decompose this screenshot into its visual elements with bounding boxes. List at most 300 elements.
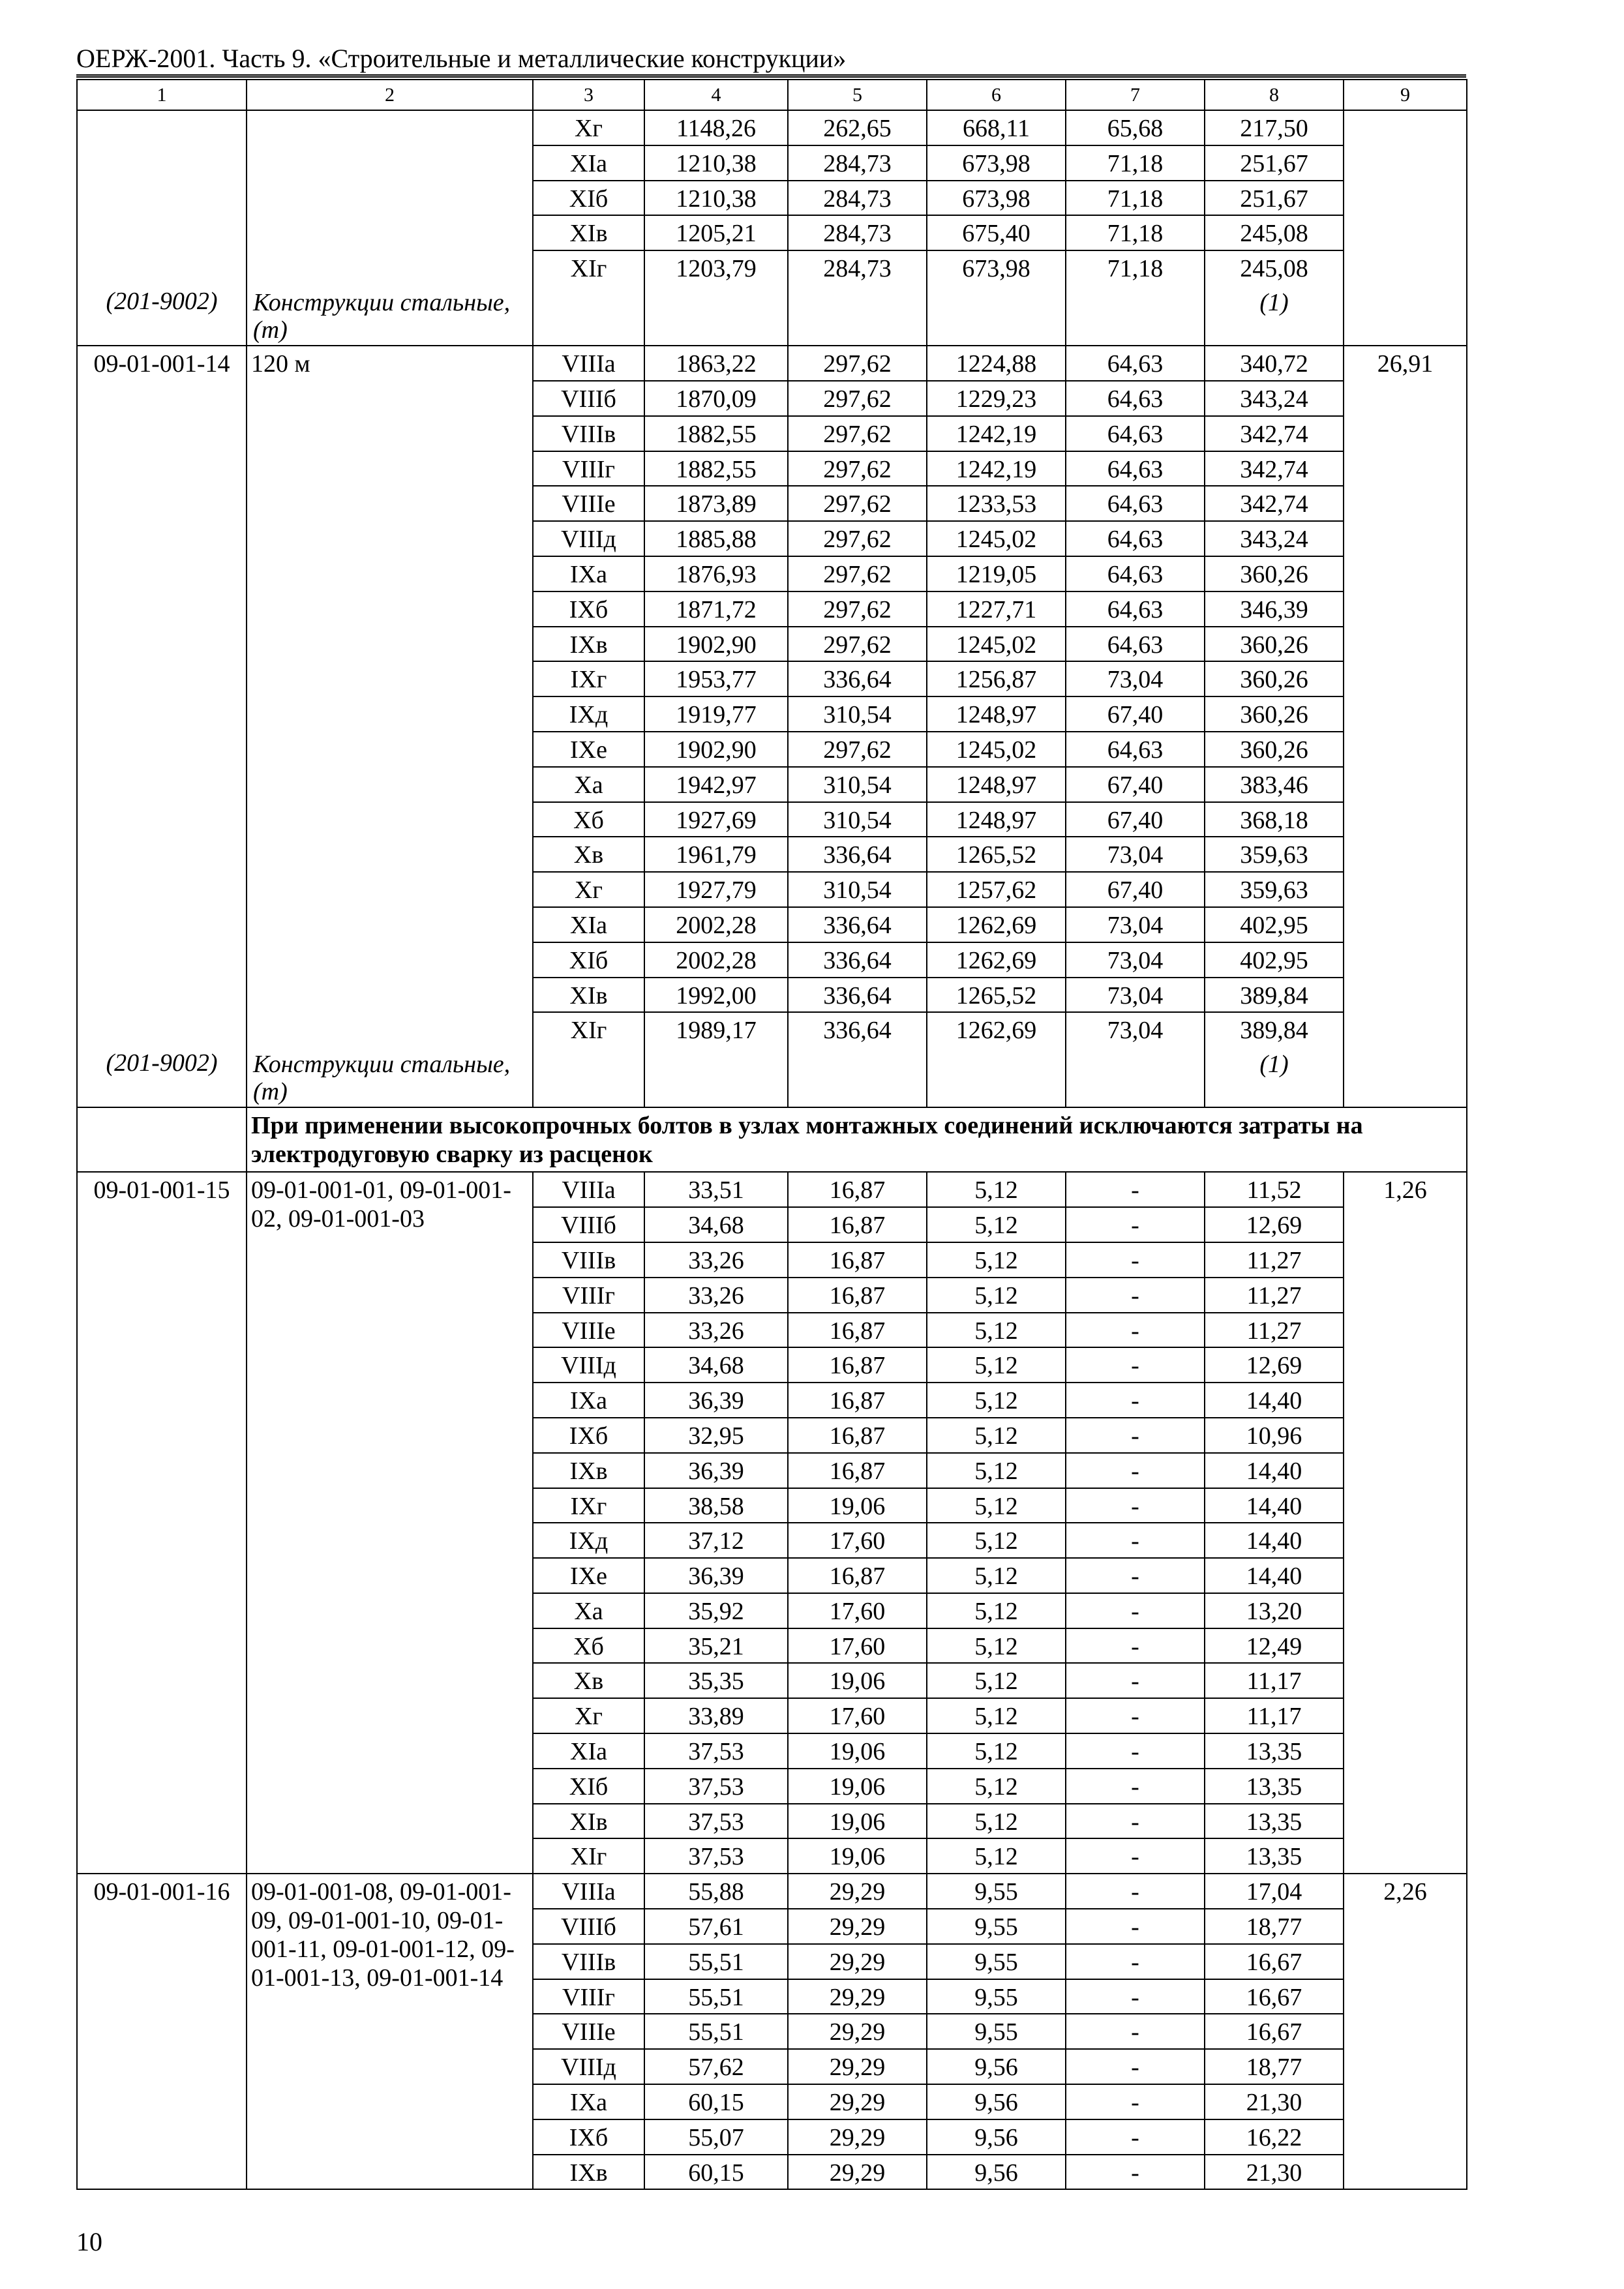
col9-value: 2,26 — [1383, 1878, 1427, 1906]
note-line: электродуговую сварку из расценок — [251, 1141, 653, 1169]
value: 1242,19 — [955, 420, 1037, 448]
value-cell-col4 — [644, 1909, 788, 1944]
value-cell-col8 — [1205, 627, 1344, 662]
value: 73,04 — [1107, 946, 1164, 974]
value-cell-col4 — [644, 556, 788, 591]
value: 29,29 — [829, 2018, 886, 2046]
value: 1248,97 — [955, 701, 1037, 729]
zone-cell — [533, 837, 644, 872]
value-cell-col8 — [1205, 1313, 1344, 1348]
value: 1245,02 — [955, 526, 1037, 554]
value-cell-col7 — [1066, 416, 1205, 451]
value-cell-col5 — [788, 767, 927, 802]
value: 675,40 — [962, 220, 1030, 248]
value-cell-col5 — [788, 486, 927, 521]
value-cell-col7 — [1066, 2014, 1205, 2049]
value: 5,12 — [974, 1597, 1018, 1625]
value: 1927,79 — [676, 876, 757, 905]
value: 19,06 — [829, 1492, 886, 1520]
value-cell-col7 — [1066, 1383, 1205, 1418]
value: 1245,02 — [955, 736, 1037, 764]
description-cell — [247, 110, 533, 346]
value: - — [1131, 2089, 1139, 2117]
zone-label: VIIIд — [561, 1352, 616, 1380]
value-cell-col5 — [788, 591, 927, 627]
value: 64,63 — [1107, 420, 1164, 448]
value: 73,04 — [1107, 1017, 1164, 1045]
value-cell-col5 — [788, 250, 927, 346]
value-cell-col5 — [788, 215, 927, 250]
zone-cell — [533, 145, 644, 181]
value: 342,74 — [1240, 490, 1308, 518]
value: 34,68 — [688, 1352, 744, 1380]
zone-label: VIIIе — [562, 490, 616, 518]
value-cell-col4 — [644, 696, 788, 732]
value: 383,46 — [1240, 771, 1308, 799]
value: 11,17 — [1246, 1703, 1302, 1731]
value: - — [1131, 1176, 1139, 1204]
value: 673,98 — [962, 185, 1030, 213]
value-cell-col5 — [788, 1874, 927, 1909]
value-cell-col6 — [927, 661, 1066, 696]
value-cell-col6 — [927, 1733, 1066, 1769]
value-cell-col6 — [927, 346, 1066, 381]
value-cell-col8 — [1205, 346, 1344, 381]
value: 55,51 — [688, 1948, 744, 1976]
zone-cell — [533, 1733, 644, 1769]
value-cell-col8 — [1205, 2084, 1344, 2119]
value: 36,39 — [688, 1563, 744, 1591]
col9-value: 26,91 — [1377, 350, 1434, 378]
zone-label: VIIIг — [562, 1983, 615, 2011]
value-cell-col7 — [1066, 1769, 1205, 1804]
value-cell-col8 — [1205, 1207, 1344, 1242]
value: 9,56 — [974, 2123, 1018, 2151]
code-cell — [77, 1172, 247, 1874]
value: 17,60 — [829, 1632, 886, 1660]
material-code: (201-9002) — [106, 288, 218, 316]
value: 29,29 — [829, 2054, 886, 2082]
zone-label: VIIIа — [562, 1878, 616, 1906]
value-cell-col8 — [1205, 1278, 1344, 1313]
zone-cell — [533, 1838, 644, 1874]
value: - — [1131, 1668, 1139, 1696]
value: 38,58 — [688, 1492, 744, 1520]
value-cell-col7 — [1066, 591, 1205, 627]
value: 297,62 — [823, 560, 892, 588]
rates-table — [76, 79, 1467, 2190]
value-cell-col8 — [1205, 1698, 1344, 1733]
value: - — [1131, 2054, 1139, 2082]
value-cell-col7 — [1066, 1418, 1205, 1453]
value: 64,63 — [1107, 595, 1164, 623]
value: 11,52 — [1246, 1176, 1302, 1204]
value-cell-col6 — [927, 381, 1066, 416]
value-cell-col6 — [927, 145, 1066, 181]
value: 336,64 — [823, 841, 892, 869]
table-body — [77, 110, 1467, 2189]
zone-cell — [533, 416, 644, 451]
value: 5,12 — [974, 1492, 1018, 1520]
zone-cell — [533, 1242, 644, 1278]
value: 64,63 — [1107, 736, 1164, 764]
zone-cell — [533, 250, 644, 346]
value: 1870,09 — [676, 385, 757, 413]
value: 5,12 — [974, 1457, 1018, 1485]
zone-cell — [533, 1663, 644, 1698]
value-cell-col4 — [644, 942, 788, 978]
value-cell-col7 — [1066, 1558, 1205, 1593]
value: 1248,97 — [955, 806, 1037, 834]
zone-label: IXб — [569, 595, 609, 623]
value-cell-col7 — [1066, 1593, 1205, 1628]
value-cell-col7 — [1066, 1979, 1205, 2014]
value-cell-col5 — [788, 1698, 927, 1733]
value-cell-col4 — [644, 1769, 788, 1804]
value: 5,12 — [974, 1352, 1018, 1380]
value: 14,40 — [1246, 1492, 1302, 1520]
zone-cell — [533, 2155, 644, 2190]
value: 21,30 — [1246, 2089, 1302, 2117]
material-code: (201-9002) — [106, 1049, 218, 1077]
description-line: 02, 09-01-001-03 — [251, 1205, 425, 1233]
value: 16,87 — [829, 1281, 886, 1309]
value: 297,62 — [823, 385, 892, 413]
value: 60,15 — [688, 2159, 744, 2187]
value-cell-col6 — [927, 837, 1066, 872]
value: 1989,17 — [676, 1017, 757, 1045]
zone-cell — [533, 1874, 644, 1909]
value-cell-col8 — [1205, 1172, 1344, 1207]
value: 13,20 — [1246, 1597, 1302, 1625]
value-cell-col8 — [1205, 215, 1344, 250]
column-number-cell: 2 — [247, 80, 533, 110]
value: - — [1131, 1246, 1139, 1274]
code-cell — [77, 1874, 247, 2189]
value: 340,72 — [1240, 350, 1308, 378]
value: 57,62 — [688, 2054, 744, 2082]
value-cell-col5 — [788, 1804, 927, 1839]
value-cell-col6 — [927, 2049, 1066, 2084]
value: 1257,62 — [955, 876, 1037, 905]
zone-label: IXе — [570, 1563, 607, 1591]
value-cell-col7 — [1066, 627, 1205, 662]
zone-cell — [533, 1012, 644, 1107]
description-cell — [247, 1172, 533, 1874]
zone-cell — [533, 2049, 644, 2084]
value: 1148,26 — [676, 115, 757, 142]
value-cell-col4 — [644, 627, 788, 662]
value: - — [1131, 1738, 1139, 1766]
value: - — [1131, 1878, 1139, 1906]
value: 9,55 — [974, 1948, 1018, 1976]
value: 71,18 — [1107, 149, 1164, 177]
value: 21,30 — [1246, 2159, 1302, 2187]
value-cell-col8 — [1205, 732, 1344, 767]
zone-cell — [533, 1979, 644, 2014]
value-cell-col8 — [1205, 1944, 1344, 1979]
value: 245,08 — [1240, 255, 1308, 283]
zone-label: Xг — [574, 876, 603, 905]
value-cell-col5 — [788, 1242, 927, 1278]
value-cell-col5 — [788, 1944, 927, 1979]
value-cell-col4 — [644, 1383, 788, 1418]
value: 9,55 — [974, 1878, 1018, 1906]
zone-cell — [533, 1488, 644, 1523]
value-cell-col5 — [788, 1172, 927, 1207]
value: 67,40 — [1107, 771, 1164, 799]
value-cell-col5 — [788, 1979, 927, 2014]
value: 67,40 — [1107, 876, 1164, 905]
value-cell-col4 — [644, 1012, 788, 1107]
value: 1942,97 — [676, 771, 757, 799]
value-cell-col6 — [927, 2155, 1066, 2190]
value-cell-col6 — [927, 591, 1066, 627]
value: 1885,88 — [676, 526, 757, 554]
value: 342,74 — [1240, 420, 1308, 448]
value-cell-col5 — [788, 1383, 927, 1418]
description-line: 001-11, 09-01-001-12, 09- — [251, 1936, 515, 1964]
value: 297,62 — [823, 526, 892, 554]
value-cell-col6 — [927, 1313, 1066, 1348]
value-cell-col4 — [644, 2014, 788, 2049]
zone-label: Xг — [574, 1703, 603, 1731]
value-cell-col4 — [644, 486, 788, 521]
value: 1882,55 — [676, 455, 757, 483]
value-cell-col6 — [927, 1383, 1066, 1418]
table-row — [77, 1172, 1467, 1207]
value: 389,84 — [1240, 1017, 1308, 1045]
value-cell-col4 — [644, 215, 788, 250]
value-cell-col8 — [1205, 802, 1344, 837]
value: 37,53 — [688, 1808, 744, 1836]
value: 310,54 — [823, 771, 892, 799]
value-cell-col7 — [1066, 696, 1205, 732]
value: 1210,38 — [676, 149, 757, 177]
zone-cell — [533, 1278, 644, 1313]
value-cell-col6 — [927, 732, 1066, 767]
zone-label: VIIIе — [562, 1317, 616, 1345]
value-cell-col4 — [644, 1874, 788, 1909]
zone-label: IXа — [570, 560, 607, 588]
value: 1876,93 — [676, 560, 757, 588]
value: 36,39 — [688, 1387, 744, 1415]
table-row — [77, 346, 1467, 381]
value: 73,04 — [1107, 666, 1164, 694]
value: 1265,52 — [955, 981, 1037, 1010]
value-cell-col6 — [927, 181, 1066, 216]
value-cell-col7 — [1066, 1242, 1205, 1278]
zone-label: IXг — [570, 1492, 607, 1520]
value: - — [1131, 1983, 1139, 2011]
value-cell-col5 — [788, 2155, 927, 2190]
value-cell-col6 — [927, 486, 1066, 521]
value: 9,56 — [974, 2089, 1018, 2117]
value-cell-col6 — [927, 1278, 1066, 1313]
zone-label: VIIIе — [562, 2018, 616, 2046]
col9-cell — [1344, 1172, 1467, 1874]
value-cell-col4 — [644, 1944, 788, 1979]
value: 343,24 — [1240, 385, 1308, 413]
value-cell-col4 — [644, 1804, 788, 1839]
value-cell-col4 — [644, 1698, 788, 1733]
value-cell-col5 — [788, 696, 927, 732]
value-cell-col5 — [788, 1012, 927, 1107]
value-cell-col7 — [1066, 1804, 1205, 1839]
value: 284,73 — [823, 149, 892, 177]
value-cell-col7 — [1066, 1523, 1205, 1558]
value-cell-col4 — [644, 1558, 788, 1593]
value-cell-col8 — [1205, 451, 1344, 486]
value-cell-col8 — [1205, 556, 1344, 591]
value: 16,22 — [1246, 2123, 1302, 2151]
value-cell-col8 — [1205, 978, 1344, 1013]
value: 297,62 — [823, 490, 892, 518]
value: 5,12 — [974, 1632, 1018, 1660]
value-cell-col5 — [788, 978, 927, 1013]
note-line: При применении высокопрочных болтов в узлах монтажных соединений исключаются затраты на — [251, 1112, 1363, 1140]
value-cell-col7 — [1066, 661, 1205, 696]
value-cell-col4 — [644, 1593, 788, 1628]
value: 64,63 — [1107, 631, 1164, 659]
value-cell-col7 — [1066, 556, 1205, 591]
value-cell-col5 — [788, 556, 927, 591]
value-cell-col5 — [788, 1488, 927, 1523]
column-number-cell: 3 — [533, 80, 644, 110]
item-code: 09-01-001-14 — [93, 350, 230, 378]
value: 297,62 — [823, 455, 892, 483]
value: - — [1131, 1808, 1139, 1836]
value-cell-col7 — [1066, 110, 1205, 145]
value-cell-col5 — [788, 1838, 927, 1874]
value-cell-col4 — [644, 1663, 788, 1698]
value: 16,87 — [829, 1563, 886, 1591]
value: 73,04 — [1107, 841, 1164, 869]
zone-cell — [533, 486, 644, 521]
zone-label: IXе — [570, 736, 607, 764]
value: 18,77 — [1246, 2054, 1302, 2082]
zone-cell — [533, 1698, 644, 1733]
value: 29,29 — [829, 1983, 886, 2011]
value: 1242,19 — [955, 455, 1037, 483]
value-cell-col8 — [1205, 1874, 1344, 1909]
zone-label: XIа — [570, 1738, 607, 1766]
value: 360,26 — [1240, 631, 1308, 659]
value-cell-col6 — [927, 1593, 1066, 1628]
description-line: 09-01-001-08, 09-01-001- — [251, 1878, 511, 1906]
value-cell-col7 — [1066, 1453, 1205, 1488]
zone-label: VIIIг — [562, 1281, 615, 1309]
value-cell-col5 — [788, 661, 927, 696]
zone-label: XIа — [570, 149, 607, 177]
value-cell-col6 — [927, 1804, 1066, 1839]
zone-label: Xв — [573, 1668, 604, 1696]
value: 55,51 — [688, 1983, 744, 2011]
value-cell-col4 — [644, 110, 788, 145]
zone-label: VIIIа — [562, 350, 616, 378]
note-spacer-cell — [77, 1107, 247, 1172]
column-number-cell: 8 — [1205, 80, 1344, 110]
value: 17,60 — [829, 1597, 886, 1625]
value-cell-col8 — [1205, 1733, 1344, 1769]
value: 336,64 — [823, 981, 892, 1010]
value: 1927,69 — [676, 806, 757, 834]
value-cell-col7 — [1066, 1012, 1205, 1107]
value: 17,04 — [1246, 1878, 1302, 1906]
zone-label: IXв — [569, 2159, 608, 2187]
value: 368,18 — [1240, 806, 1308, 834]
value-cell-col7 — [1066, 767, 1205, 802]
value: 10,96 — [1246, 1422, 1302, 1450]
value: 11,27 — [1246, 1281, 1302, 1309]
value-cell-col8 — [1205, 1593, 1344, 1628]
value: 14,40 — [1246, 1387, 1302, 1415]
value: 1219,05 — [955, 560, 1037, 588]
value: 17,60 — [829, 1527, 886, 1555]
value-cell-col5 — [788, 416, 927, 451]
value: 14,40 — [1246, 1457, 1302, 1485]
value-cell-col7 — [1066, 451, 1205, 486]
value: 1256,87 — [955, 666, 1037, 694]
value-cell-col7 — [1066, 942, 1205, 978]
value-cell-col8 — [1205, 1523, 1344, 1558]
value: 5,12 — [974, 1246, 1018, 1274]
zone-label: XIб — [569, 946, 609, 974]
value: 9,55 — [974, 2018, 1018, 2046]
value-cell-col4 — [644, 1453, 788, 1488]
value-cell-col7 — [1066, 1733, 1205, 1769]
value-cell-col6 — [927, 1453, 1066, 1488]
value-cell-col4 — [644, 907, 788, 942]
zone-cell — [533, 627, 644, 662]
value-cell-col7 — [1066, 2119, 1205, 2155]
zone-cell — [533, 1453, 644, 1488]
zone-cell — [533, 907, 644, 942]
value-cell-col4 — [644, 837, 788, 872]
zone-cell — [533, 1383, 644, 1418]
zone-label: VIIIв — [561, 420, 616, 448]
value-cell-col6 — [927, 696, 1066, 732]
value-cell-col4 — [644, 2049, 788, 2084]
value-cell-col8 — [1205, 2119, 1344, 2155]
value: 13,35 — [1246, 1808, 1302, 1836]
value-cell-col5 — [788, 521, 927, 556]
value: 251,67 — [1240, 185, 1308, 213]
value: 1245,02 — [955, 631, 1037, 659]
value-cell-col4 — [644, 978, 788, 1013]
value: - — [1131, 1212, 1139, 1240]
value-cell-col8 — [1205, 181, 1344, 216]
value: 1863,22 — [676, 350, 757, 378]
value-cell-col6 — [927, 1698, 1066, 1733]
value-cell-col4 — [644, 1242, 788, 1278]
value-cell-col5 — [788, 1418, 927, 1453]
value: 297,62 — [823, 420, 892, 448]
value: 33,51 — [688, 1176, 744, 1204]
value-cell-col6 — [927, 907, 1066, 942]
value-cell-col7 — [1066, 837, 1205, 872]
value: 262,65 — [823, 115, 892, 142]
value: 1882,55 — [676, 420, 757, 448]
value: 1224,88 — [955, 350, 1037, 378]
value: 37,12 — [688, 1527, 744, 1555]
description-cell — [247, 1874, 533, 2189]
value-cell-col4 — [644, 250, 788, 346]
material-description-line: Конструкции стальные, — [253, 289, 511, 317]
value: - — [1131, 1352, 1139, 1380]
zone-cell — [533, 1558, 644, 1593]
value-cell-col8 — [1205, 521, 1344, 556]
